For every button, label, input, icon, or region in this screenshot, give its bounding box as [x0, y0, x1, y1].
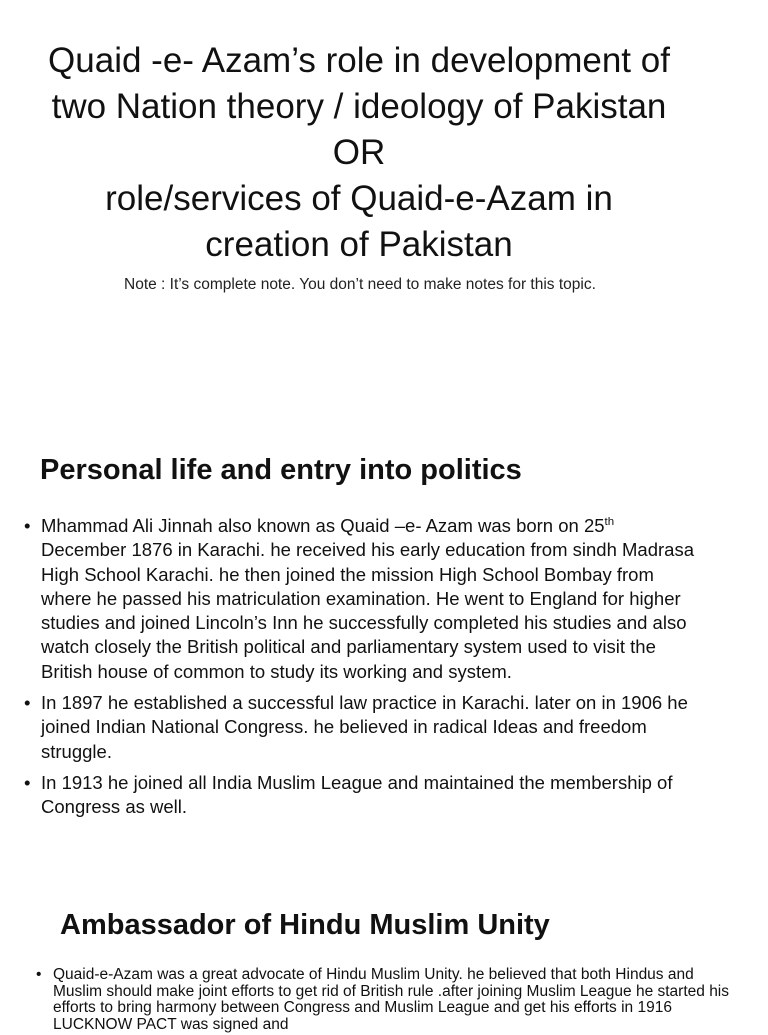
title-slide	[0, 0, 768, 420]
bullet-list	[36, 967, 736, 1033]
bullet-text: In 1913 he joined all India Muslim League and maintained the membership of Congress as well.	[41, 771, 673, 818]
list-item	[36, 967, 736, 1033]
bullet-icon: •	[36, 966, 42, 983]
title-line: Quaid -e- Azam’s role in development of	[48, 41, 670, 80]
hindu-muslim-unity-slide	[0, 895, 768, 1035]
bullet-text: Quaid-e-Azam was a great advocate of Hindu Muslim Unity. he believed that both Hindus and Muslim should make joint efforts to get rid of British rule .after joining Muslim League he started his efforts to bring harmony between Congress and Muslim League and get his efforts in 1916 LUCKNOW PACT was signed and	[53, 966, 730, 1033]
list-item	[24, 691, 704, 764]
title-line: role/services of Quaid-e-Azam in	[105, 179, 613, 218]
title-line: two Nation theory / ideology of Pakistan	[51, 87, 667, 126]
bullet-icon: •	[24, 692, 31, 714]
section-heading: Ambassador of Hindu Muslim Unity	[60, 909, 550, 941]
bullet-list	[24, 514, 704, 827]
note-text: Note : It’s complete note. You don’t need to make notes for this topic.	[124, 276, 596, 293]
list-item	[24, 514, 704, 684]
list-item	[24, 771, 704, 820]
page-title	[0, 38, 718, 268]
bullet-text	[41, 515, 694, 682]
ordinal-suffix: th	[604, 515, 615, 528]
bullet-text: In 1897 he established a successful law practice in Karachi. later on in 1906 he joined Indian National Congress. he believed in radical Ideas and freedom struggle.	[41, 692, 688, 762]
personal-life-slide	[0, 430, 768, 890]
section-heading: Personal life and entry into politics	[40, 454, 522, 486]
bullet-text-part: December 1876 in Karachi. he received his early education from sindh Madrasa High School Karachi. he then joined the mission High School Bombay from where he passed his matriculation examination. He went to England for higher studies and joined Lincoln’s Inn he successfully completed his studies and also watch closely the British political and parliamentary system used to visit the British house of common to study its working and system.	[41, 539, 694, 682]
bullet-icon: •	[24, 515, 31, 536]
title-line: creation of Pakistan	[205, 225, 513, 264]
bullet-icon: •	[24, 771, 31, 793]
bullet-text-part: Mhammad Ali Jinnah also known as Quaid –e- Azam was born on 25	[41, 515, 605, 536]
title-line: OR	[332, 133, 386, 172]
